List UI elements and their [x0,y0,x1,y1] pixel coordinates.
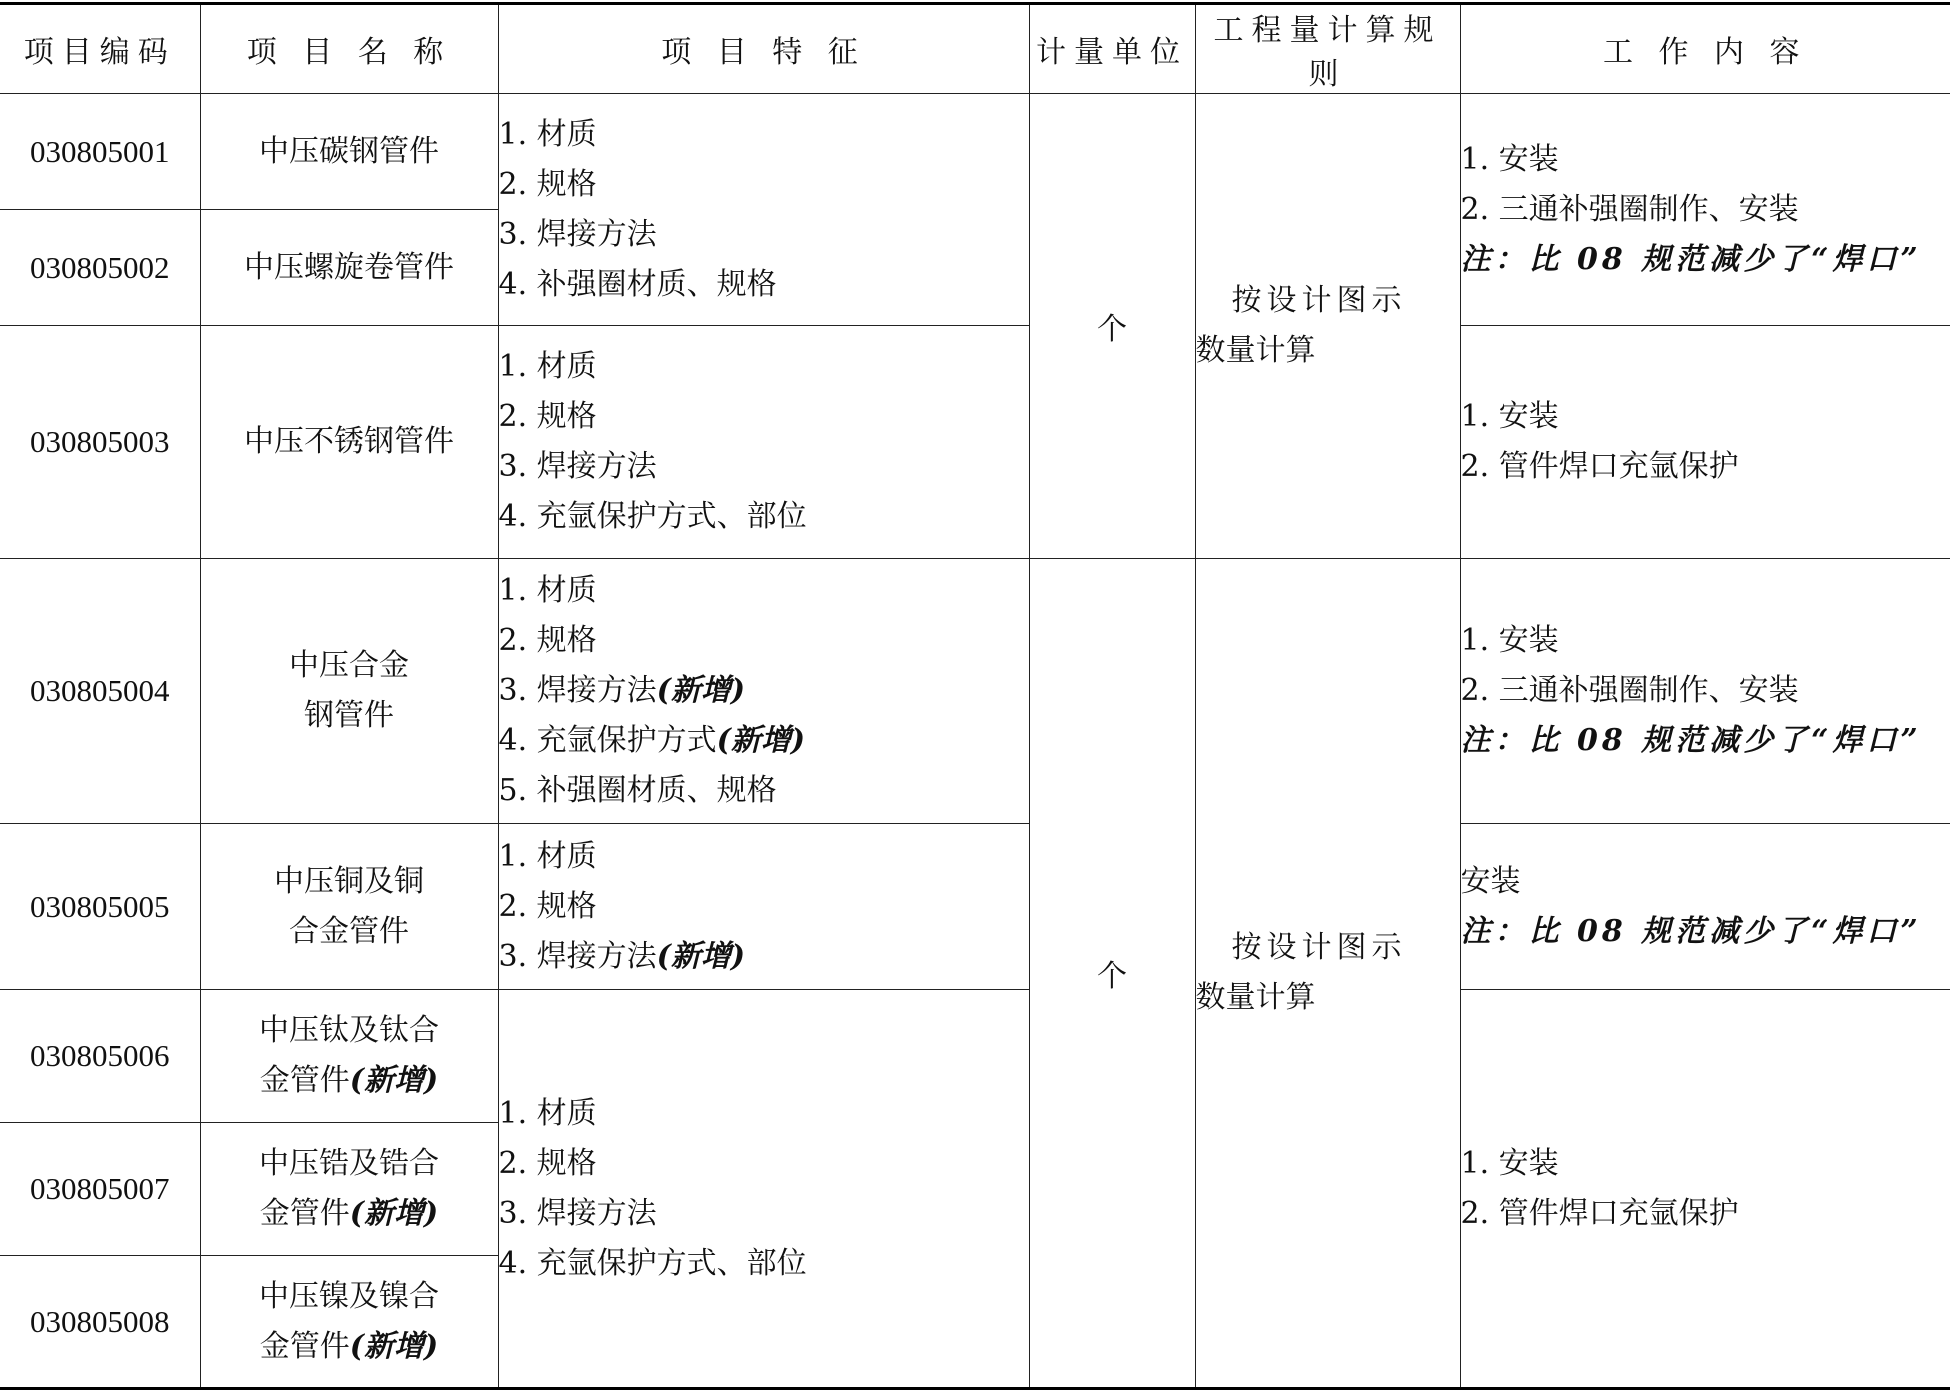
work-content: 1. 安装 2. 三通补强圈制作、安装 注：比 08 规范减少了“焊口” [1460,559,1950,824]
item-name: 中压铜及铜 合金管件 [200,824,498,990]
header-name: 项 目 名 称 [200,4,498,94]
item-features: 1. 材质 2. 规格 3. 焊接方法 4. 充氩保护方式、部位 [498,326,1029,559]
item-code: 030805003 [0,326,200,559]
header-work: 工 作 内 容 [1460,4,1950,94]
new-tag: (新增) [350,1063,438,1098]
new-tag: (新增) [657,939,745,974]
work-content: 1. 安装 2. 管件焊口充氩保护 [1460,326,1950,559]
item-name: 中压镍及镍合 金管件(新增) [200,1256,498,1389]
table-row [0,990,1950,1123]
item-code: 030805001 [0,94,200,210]
rule-cell: 按设计图示 数量计算 [1195,94,1460,559]
table-row [0,94,1950,210]
header-code: 项目编码 [0,4,200,94]
new-tag: (新增) [657,673,745,708]
item-code: 030805005 [0,824,200,990]
item-name: 中压碳钢管件 [200,94,498,210]
note-text: 注：比 08 规范减少了“焊口” [1427,716,1950,766]
header-features: 项 目 特 征 [498,4,1029,94]
item-code: 030805008 [0,1256,200,1389]
item-features: 1. 材质 2. 规格 3. 焊接方法 4. 补强圈材质、规格 [498,94,1029,326]
spec-table [0,2,1950,1390]
item-name: 中压锆及锆合 金管件(新增) [200,1123,498,1256]
header-unit: 计量单位 [1029,4,1195,94]
item-features: 1. 材质 2. 规格 3. 焊接方法(新增) [498,824,1029,990]
new-tag: (新增) [350,1329,438,1364]
item-code: 030805002 [0,210,200,326]
header-rule: 工程量计算规则 [1195,4,1460,94]
new-tag: (新增) [717,723,805,758]
work-content: 安装 注：比 08 规范减少了“焊口” [1460,824,1950,990]
unit-cell: 个 [1029,94,1195,559]
table-row [0,326,1950,559]
item-name: 中压合金 钢管件 [200,559,498,824]
note-text: 注：比 08 规范减少了“焊口” [1427,907,1950,957]
table-row [0,559,1950,824]
unit-cell: 个 [1029,559,1195,1389]
item-name: 中压不锈钢管件 [200,326,498,559]
item-code: 030805006 [0,990,200,1123]
note-text: 注：比 08 规范减少了“焊口” [1427,235,1950,285]
item-code: 030805004 [0,559,200,824]
item-name: 中压钛及钛合 金管件(新增) [200,990,498,1123]
item-name: 中压螺旋卷管件 [200,210,498,326]
work-content: 1. 安装 2. 管件焊口充氩保护 [1460,990,1950,1389]
item-features: 1. 材质 2. 规格 3. 焊接方法 4. 充氩保护方式、部位 [498,990,1029,1389]
item-features: 1. 材质 2. 规格 3. 焊接方法(新增) 4. 充氩保护方式(新增) 5. 补强圈材质、规格 [498,559,1029,824]
rule-cell: 按设计图示 数量计算 [1195,559,1460,1389]
work-content: 1. 安装 2. 三通补强圈制作、安装 注：比 08 规范减少了“焊口” [1460,94,1950,326]
new-tag: (新增) [350,1196,438,1231]
item-code: 030805007 [0,1123,200,1256]
table-row [0,824,1950,990]
header-row [0,4,1950,94]
